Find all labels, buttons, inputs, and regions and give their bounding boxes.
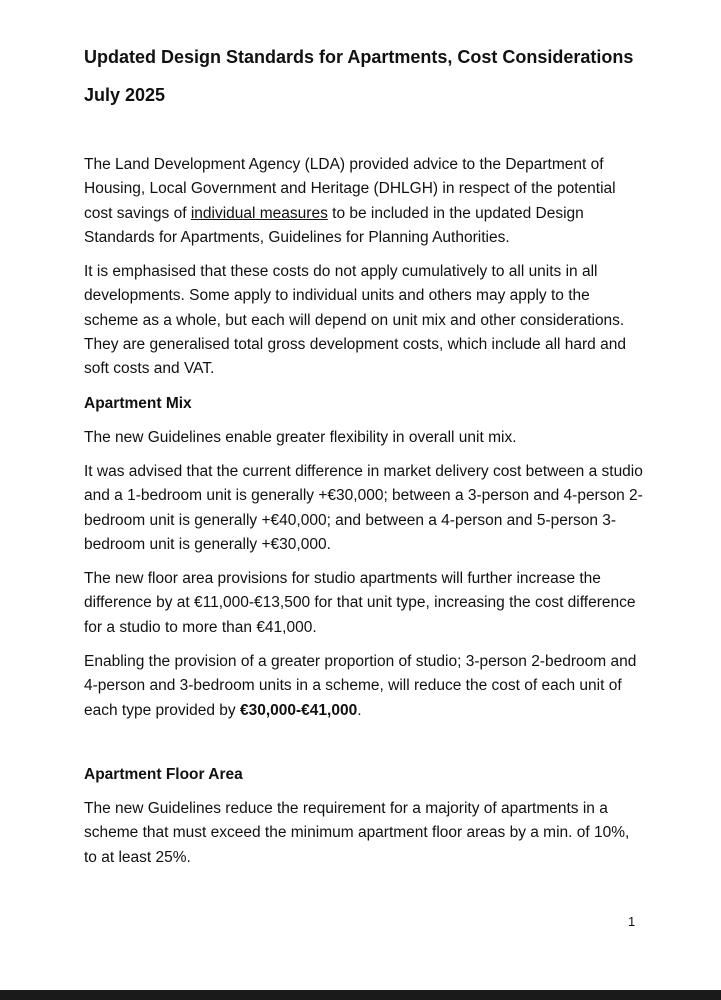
- intro-paragraph-2: It is emphasised that these costs do not apply cumulatively to all units in all developments. Some apply to individual units and others may apply to the scheme as a whole, but each will depend on unit mix and other considerations. They are generalised total gross development costs, which include all hard and soft costs and VAT.: [84, 263, 626, 378]
- apartment-mix-p4-text-before: Enabling the provision of a greater proportion of studio; 3-person 2-bedroom and 4-person and 3-bedroom units in a scheme, will reduce the cost of each unit of each type provided by: [84, 653, 637, 719]
- page-number: 1: [628, 914, 636, 929]
- document-body: [84, 40, 644, 880]
- intro-p1-text-before: The Land Development Agency (LDA) provided advice to the Department of Housing, Local Government and Heritage (DHLGH) in respect of the potential cost savings of: [84, 156, 616, 222]
- apartment-mix-paragraph-2: It was advised that the current difference in market delivery cost between a studio and a 1-bedroom unit is generally +€30,000; between a 3-person and 4-person 2-bedroom unit is generally +€40,000; and between a 4-person and 5-person 3-bedroom unit is generally +€30,000.: [84, 462, 643, 553]
- apartment-mix-paragraph-1: The new Guidelines enable greater flexibility in overall unit mix.: [84, 428, 517, 446]
- section-heading-apartment-mix: Apartment Mix: [84, 394, 192, 412]
- cost-saving-amount: €30,000-€41,000: [239, 701, 358, 719]
- apartment-mix-paragraph-4: [84, 650, 644, 723]
- intro-paragraph-1: [84, 153, 644, 250]
- section-heading-apartment-floor-area: Apartment Floor Area: [84, 765, 243, 783]
- bottom-edge-bar: [0, 990, 721, 1000]
- underlined-text: individual measures: [190, 204, 328, 222]
- document-title: Updated Design Standards for Apartments, Cost Considerations: [84, 47, 634, 67]
- document-date: July 2025: [84, 85, 166, 105]
- apartment-mix-paragraph-3: The new floor area provisions for studio apartments will further increase the difference by at €11,000-€13,500 for that unit type, increasing the cost difference for a studio to more than €41,000.: [84, 570, 636, 636]
- floor-area-paragraph-1: The new Guidelines reduce the requirement for a majority of apartments in a scheme that must exceed the minimum apartment floor areas by a min. of 10%, to at least 25%.: [84, 799, 630, 866]
- apartment-mix-p4-text-after: .: [357, 701, 362, 719]
- intro-p1-text-after: to be included in the updated Design Standards for Apartments, Guidelines for Planning Authorities.: [84, 204, 584, 246]
